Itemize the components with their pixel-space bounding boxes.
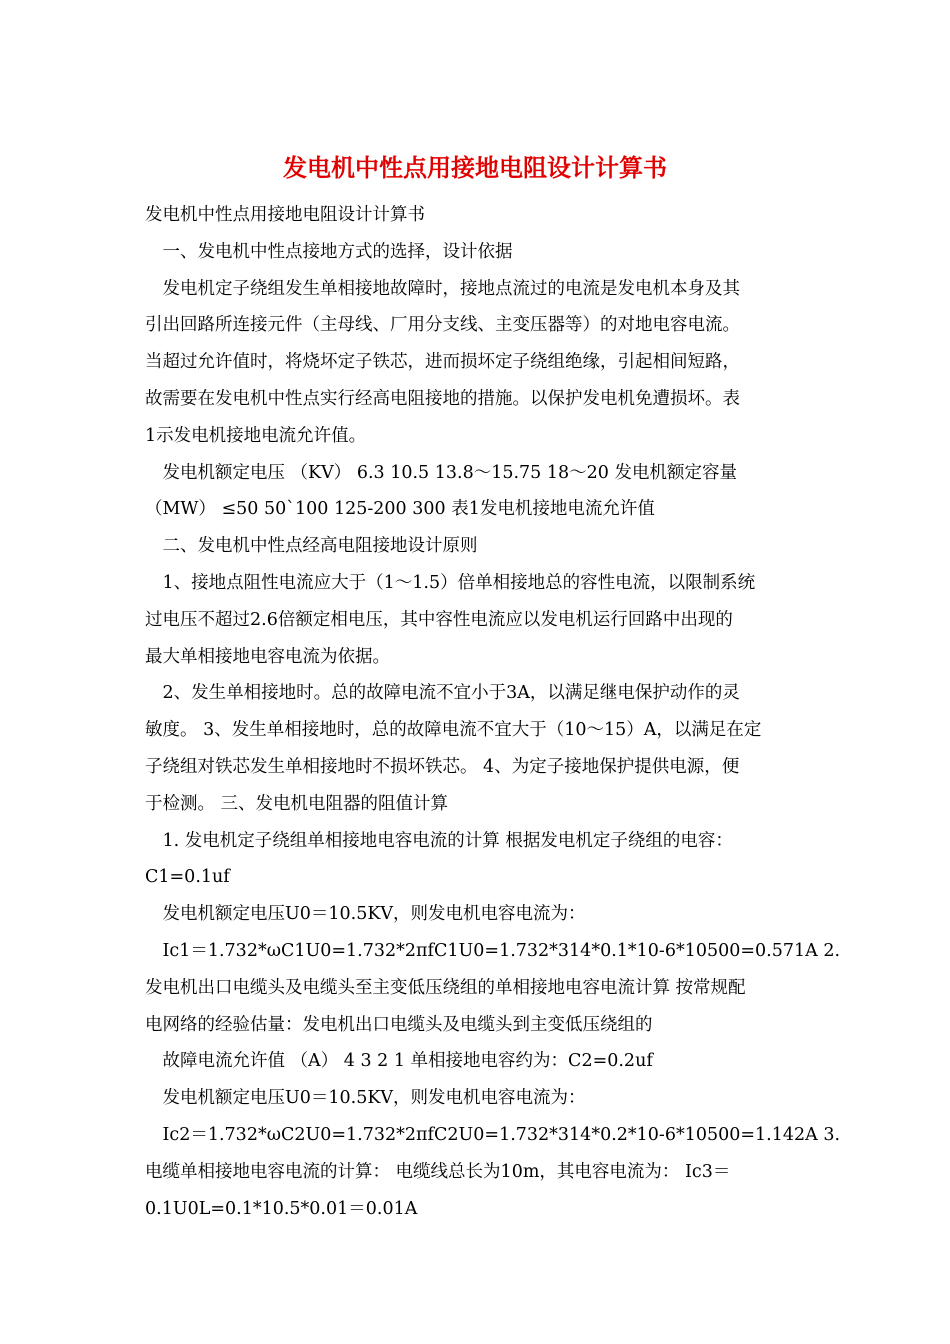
paragraph-line: 故障电流允许值 （A） 4 3 2 1 单相接地电容约为：C2=0.2uf: [145, 1051, 653, 1072]
paragraph-line: 发电机出口电缆头及电缆头至主变低压绕组的单相接地电容电流计算 按常规配: [145, 977, 746, 998]
document-title: 发电机中性点用接地电阻设计计算书: [283, 153, 667, 182]
paragraph-line: 引出回路所连接元件（主母线、厂用分支线、主变压器等）的对地电容电流。: [145, 315, 740, 336]
paragraph-line: 1. 发电机定子绕组单相接地电容电流的计算 根据发电机定子绕组的电容：: [145, 830, 733, 851]
paragraph-line: 2、发生单相接地时。总的故障电流不宜小于3A，以满足继电保护动作的灵: [145, 683, 740, 704]
paragraph-line: C1=0.1uf: [145, 867, 230, 888]
paragraph-line: 当超过允许值时，将烧坏定子铁芯，进而损坏定子绕组绝缘，引起相间短路，: [145, 352, 740, 373]
paragraph-line: 于检测。 三、发电机电阻器的阻值计算: [145, 793, 449, 814]
paragraph-line: Ic1＝1.732*ωC1U0=1.732*2πfC1U0=1.732*314*0.1*10-6*10500=0.571A 2.: [145, 940, 841, 961]
paragraph-line: 电网络的经验估量：发电机出口电缆头及电缆头到主变低压绕组的: [145, 1014, 653, 1035]
paragraph-line: 最大单相接地电容电流为依据。: [145, 646, 390, 667]
paragraph-line: Ic2＝1.732*ωC2U0=1.732*2πfC2U0=1.732*314*0.2*10-6*10500=1.142A 3.: [145, 1124, 841, 1145]
paragraph-line: 发电机额定电压U0＝10.5KV，则发电机电容电流为：: [145, 904, 586, 925]
paragraph-line: 敏度。 3、发生单相接地时，总的故障电流不宜大于（10～15）A，以满足在定: [145, 720, 762, 741]
paragraph-line: 1、接地点阻性电流应大于（1～1.5）倍单相接地总的容性电流，以限制系统: [145, 572, 756, 593]
document-body: [145, 197, 841, 1227]
paragraph-line: 一、发电机中性点接地方式的选择，设计依据: [145, 241, 513, 262]
paragraph-line: 子绕组对铁芯发生单相接地时不损坏铁芯。 4、为定子接地保护提供电源，便: [145, 756, 740, 777]
paragraph-line: 发电机额定电压U0＝10.5KV，则发电机电容电流为：: [145, 1088, 586, 1109]
paragraph-line: 过电压不超过2.6倍额定相电压，其中容性电流应以发电机运行回路中出现的: [145, 609, 733, 630]
paragraph-line: 1示发电机接地电流允许值。: [145, 425, 367, 446]
paragraph-line: 发电机额定电压 （KV） 6.3 10.5 13.8～15.75 18～20 发电机额定容量: [145, 462, 737, 483]
paragraph-line: 发电机定子绕组发生单相接地故障时，接地点流过的电流是发电机本身及其: [145, 278, 740, 299]
paragraph-line: 电缆单相接地电容电流的计算： 电缆线总长为10m，其电容电流为： Ic3＝: [145, 1161, 731, 1182]
paragraph-line: 发电机中性点用接地电阻设计计算书: [145, 205, 425, 225]
paragraph-line: 故需要在发电机中性点实行经高电阻接地的措施。以保护发电机免遭损坏。表: [145, 388, 740, 409]
paragraph-line: （MW） ≤50 50`100 125-200 300 表1发电机接地电流允许值: [145, 499, 655, 520]
paragraph-line: 0.1U0L=0.1*10.5*0.01＝0.01A: [145, 1198, 418, 1219]
paragraph-line: 二、发电机中性点经高电阻接地设计原则: [145, 536, 478, 557]
